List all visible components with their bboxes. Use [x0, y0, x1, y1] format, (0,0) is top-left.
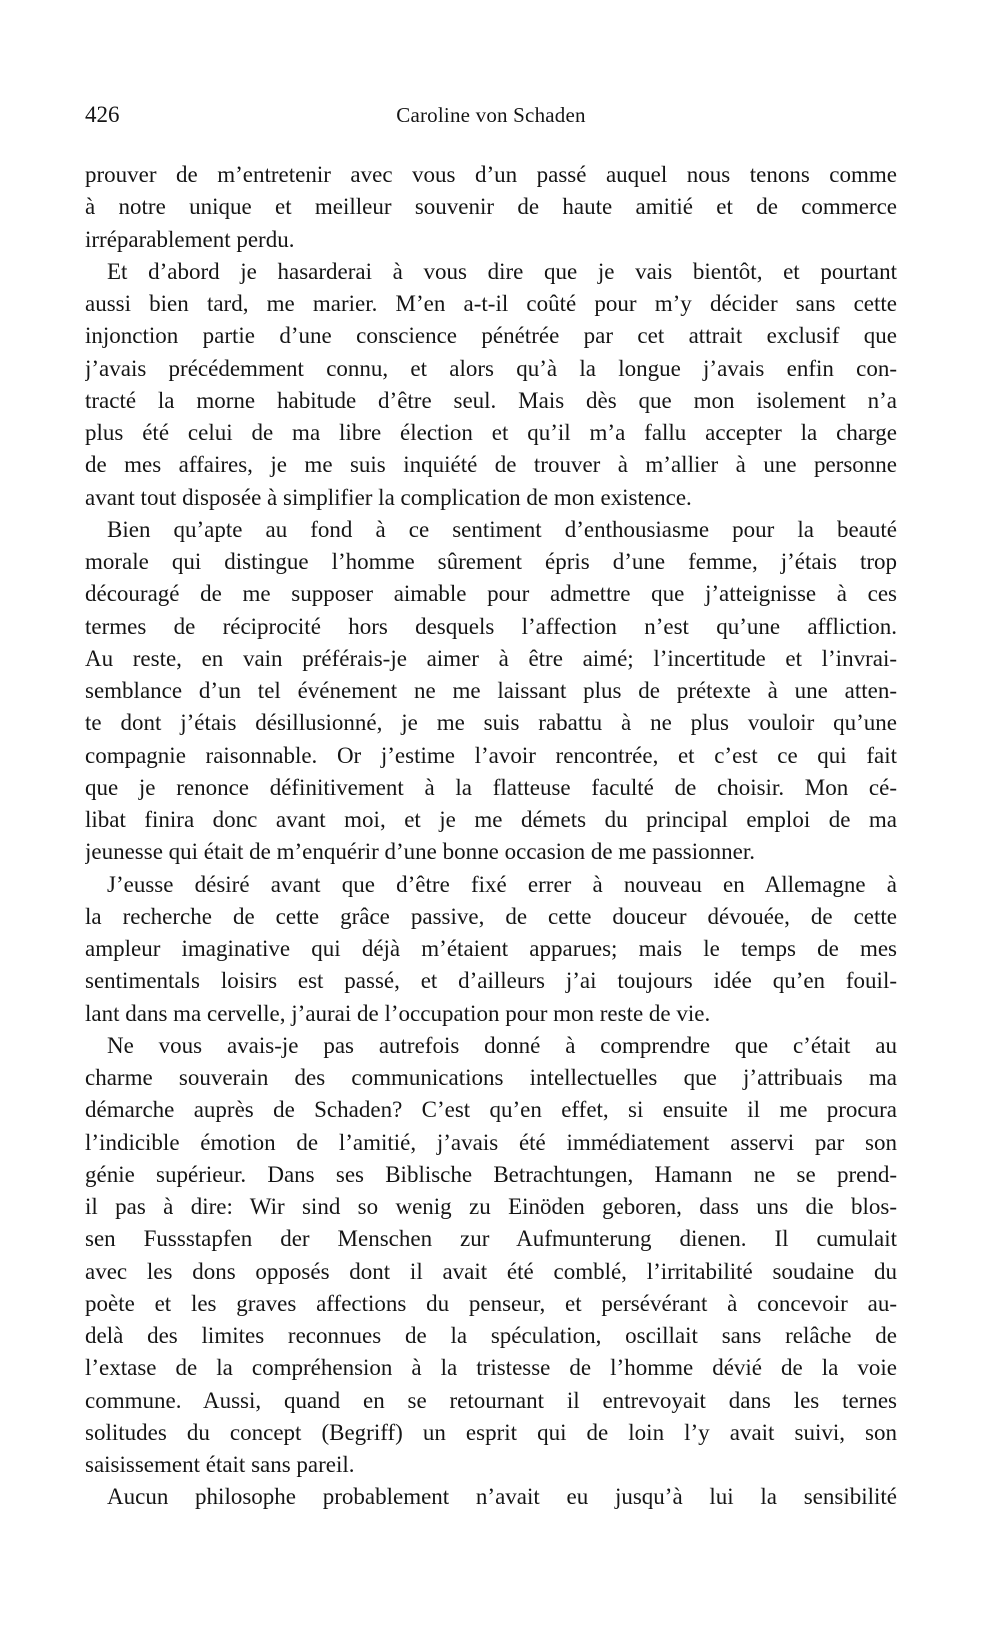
- text-line: l’indicible émotion de l’amitié, j’avais été immédiatement asservi par son: [85, 1129, 897, 1155]
- text-line: ampleur imaginative qui déjà m’étaient apparues; mais le temps de mes: [85, 936, 897, 961]
- text-line: avec les dons opposés dont il avait été comblé, l’irritabilité soudaine du: [85, 1258, 897, 1284]
- text-line: poète et les graves affections du penseur, et persévérant à concevoir au-: [85, 1290, 897, 1316]
- text-line: Et d’abord je hasarderai à vous dire que je vais bientôt, et pourtant: [107, 258, 897, 284]
- running-title: Caroline von Schaden: [396, 103, 586, 127]
- text-line: compagnie raisonnable. Or j’estime l’avoir rencontrée, et c’est ce qui fait: [85, 742, 897, 768]
- running-head: [85, 98, 897, 132]
- text-line: il pas à dire: Wir sind so wenig zu Einöden geboren, dass uns die blos-: [85, 1194, 897, 1219]
- text-line: génie supérieur. Dans ses Biblische Betrachtungen, Hamann ne se prend-: [85, 1161, 897, 1187]
- text-line: Au reste, en vain préférais-je aimer à être aimé; l’incertitude et l’invrai-: [85, 645, 897, 671]
- text-line: semblance d’un tel événement ne me laissant plus de prétexte à une atten-: [85, 678, 897, 703]
- text-line: irréparablement perdu.: [85, 226, 295, 252]
- text-line: prouver de m’entretenir avec vous d’un passé auquel nous tenons comme: [85, 162, 897, 187]
- text-line: aussi bien tard, me marier. M’en a-t-il coûté pour m’y décider sans cette: [85, 291, 897, 316]
- paragraph: [85, 1481, 897, 1513]
- text-line: démarche auprès de Schaden? C’est qu’en effet, si ensuite il me procura: [85, 1097, 897, 1123]
- text-line: libat finira donc avant moi, et je me démets du principal emploi de ma: [85, 807, 897, 832]
- text-line: Aucun philosophe probablement n’avait eu jusqu’à lui la sensibilité: [107, 1484, 897, 1510]
- text-line: commune. Aussi, quand en se retournant il entrevoyait dans les ternes: [85, 1387, 897, 1413]
- paragraph: [85, 256, 897, 514]
- text-line: que je renonce définitivement à la flatteuse faculté de choisir. Mon cé-: [85, 774, 897, 800]
- text-line: morale qui distingue l’homme sûrement épris d’une femme, j’étais trop: [85, 549, 897, 574]
- text-line: te dont j’étais désillusionné, je me suis rabattu à ne plus vouloir qu’une: [85, 710, 897, 736]
- text-line: tracté la morne habitude d’être seul. Mais dès que mon isolement n’a: [85, 387, 897, 413]
- text-line: sentimentals loisirs est passé, et d’ailleurs j’ai toujours idée qu’en fouil-: [85, 968, 897, 994]
- text-line: J’eusse désiré avant que d’être fixé errer à nouveau en Allemagne à: [107, 871, 897, 897]
- paragraph: [85, 514, 897, 869]
- text-line: découragé de me supposer aimable pour admettre que j’atteignisse à ces: [85, 581, 897, 607]
- text-line: la recherche de cette grâce passive, de cette douceur dévouée, de cette: [85, 903, 897, 929]
- text-line: Ne vous avais-je pas autrefois donné à comprendre que c’était au: [107, 1032, 897, 1058]
- text-line: avant tout disposée à simplifier la complication de mon existence.: [85, 484, 692, 510]
- text-line: sen Fussstapfen der Menschen zur Aufmunterung dienen. Il cumulait: [85, 1226, 897, 1252]
- paragraph: [85, 1030, 897, 1482]
- text-line: l’extase de la compréhension à la tristesse de l’homme dévié de la voie: [85, 1355, 897, 1381]
- text-line: lant dans ma cervelle, j’aurai de l’occupation pour mon reste de vie.: [85, 1000, 711, 1026]
- text-line: solitudes du concept (Begriff) un esprit qui de loin l’y avait suivi, son: [85, 1419, 897, 1445]
- body-text: [85, 159, 897, 1514]
- text-line: charme souverain des communications intellectuelles que j’attribuais ma: [85, 1065, 897, 1090]
- text-line: injonction partie d’une conscience pénétrée par cet attrait exclusif que: [85, 323, 897, 349]
- text-line: plus été celui de ma libre élection et qu’il m’a fallu accepter la charge: [85, 420, 897, 445]
- text-line: à notre unique et meilleur souvenir de haute amitié et de commerce: [85, 194, 897, 220]
- text-line: saisissement était sans pareil.: [85, 1452, 355, 1477]
- paragraph: [85, 869, 897, 1030]
- text-line: de mes affaires, je me suis inquiété de trouver à m’allier à une personne: [85, 452, 897, 478]
- text-line: Bien qu’apte au fond à ce sentiment d’enthousiasme pour la beauté: [107, 516, 897, 542]
- text-line: termes de réciprocité hors desquels l’affection n’est qu’une affliction.: [85, 613, 897, 639]
- text-line: jeunesse qui était de m’enquérir d’une bonne occasion de me passionner.: [85, 839, 755, 865]
- page-number: 426: [85, 102, 120, 127]
- paragraph: [85, 159, 897, 256]
- text-line: j’avais précédemment connu, et alors qu’à la longue j’avais enfin con-: [85, 355, 897, 381]
- text-line: delà des limites reconnues de la spéculation, oscillait sans relâche de: [85, 1323, 897, 1348]
